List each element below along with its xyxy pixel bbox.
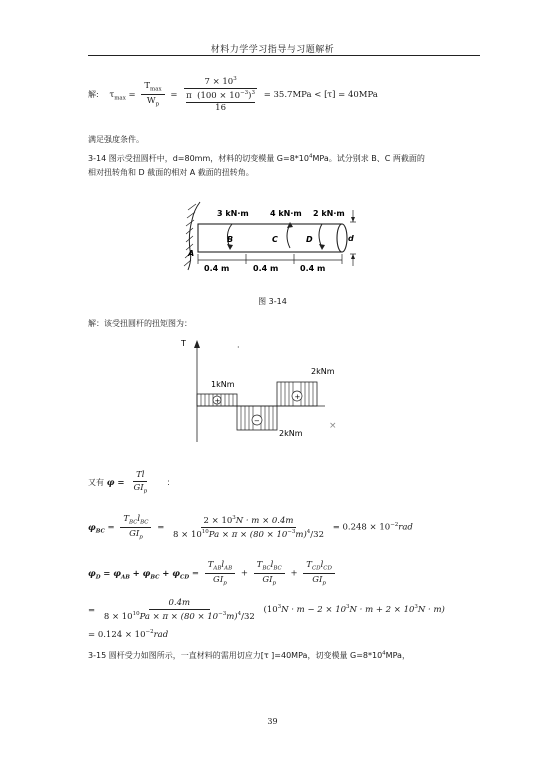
- length-2: 0.4 m: [253, 264, 279, 273]
- t-over-w-fraction: $\frac{T_{max}}{W_p}$: [141, 81, 164, 107]
- tick-mark: ·: [237, 343, 240, 352]
- numeric-fraction: $7 \times 10^3$ π $(100 \times 10^{-3})^3$ 16: [186, 76, 255, 113]
- x-axis-mark: ×: [329, 421, 337, 431]
- torque-label-1: 3 kN·m: [217, 209, 249, 218]
- torque-label-2: 4 kN·m: [270, 209, 302, 218]
- minus-sign: −: [254, 417, 260, 425]
- torque-label-3: 2 kN·m: [313, 209, 345, 218]
- t-axis-arrow: [194, 340, 200, 348]
- phi-d-formula: $\varphi_D = \varphi_{AB} + \varphi_{BC} + \varphi_{CD}$ = $\frac{T_{AB}l_{AB}}{GI_p}$ + $\frac{T_{BC}l_{BC}}{GI_p}$ + $\frac{T_{CD}l_{CD}}{GI_p}$: [88, 560, 338, 586]
- running-header: 材料力学学习指导与习题解析: [210, 45, 335, 55]
- solution1-result: = 35.7MPa < [τ] = 40MPa: [263, 89, 378, 100]
- phi-bc-formula: $\varphi_{BC}$ = $\frac{T_{BC}l_{BC}}{GI_p}$ = $\frac{2 \times 10^3N \cdot m \times 0.4m}{8 \times 10^{10}Pa \times \pi \times (80 \times 10^{-3}m)^4/32}$ = $0.248 \times 10^{-2}rad$: [88, 514, 413, 541]
- plus-sign-2: +: [294, 393, 301, 401]
- point-c: C: [272, 235, 278, 244]
- diameter-label: d: [348, 234, 354, 243]
- figure-caption: 图 3-14: [258, 297, 287, 306]
- tau-max: $\tau_{max}$: [109, 89, 126, 102]
- phi-definition: 又有 φ = $\frac{Tl}{GI_p}$ ：: [88, 470, 175, 495]
- phi-d-result: = $0.124 \times 10^{-2}rad$: [88, 629, 169, 640]
- t-axis-label: T: [181, 339, 186, 348]
- phi-d-numeric: = $\frac{0.4m}{8 \times 10^{10}Pa \times \pi \times (80 \times 10^{-3}m)^4/32}$ $(10^3N \cdot m - 2 \times 10^3N \cdot m + 2 \times 10^3N \cdot m)$: [88, 598, 445, 622]
- torque-diagram: [175, 336, 350, 446]
- point-d: D: [306, 235, 313, 244]
- solution1-label: 解:: [88, 89, 99, 99]
- problem314-line2: 相对扭转角和 D 截面的相对 A 截面的扭转角。: [88, 168, 254, 177]
- solution2-intro: 解：该受扭圆杆的扭矩图为：: [88, 319, 192, 328]
- shaft-figure: [180, 190, 365, 280]
- solution1-formula: 解: $\tau_{max}$ = $\frac{T_{max}}{W_p}$ = $7 \times 10^3$ π $(100 \times 10^{-3})^3$ 16 = 35.7MPa < [τ] = 40MPa: [88, 76, 378, 113]
- plus-sign-1: +: [214, 397, 221, 405]
- point-b: B: [227, 235, 234, 244]
- page-number: 39: [267, 717, 278, 726]
- problem315-text: 3-15 圆杆受力如图所示，一直材料的需用切应力[τ ]=40MPa，切变模量 $G=8*10^4MPa$，: [88, 650, 410, 660]
- shaft-end: [337, 224, 347, 252]
- header-rule: [88, 55, 480, 56]
- length-3: 0.4 m: [300, 264, 326, 273]
- label-1knm: 1kNm: [211, 380, 235, 389]
- conclusion-text: 满足强度条件。: [88, 135, 144, 144]
- point-a: A: [188, 249, 195, 258]
- problem314-line1: 3-14 图示受扭圆杆中，d=80mm，材料的切变模量 $G=8*10^4MPa$。试分别求 B、C 两截面的: [88, 153, 425, 163]
- label-2knm-bottom: 2kNm: [279, 429, 303, 438]
- label-2knm-top: 2kNm: [311, 367, 335, 376]
- length-1: 0.4 m: [204, 264, 230, 273]
